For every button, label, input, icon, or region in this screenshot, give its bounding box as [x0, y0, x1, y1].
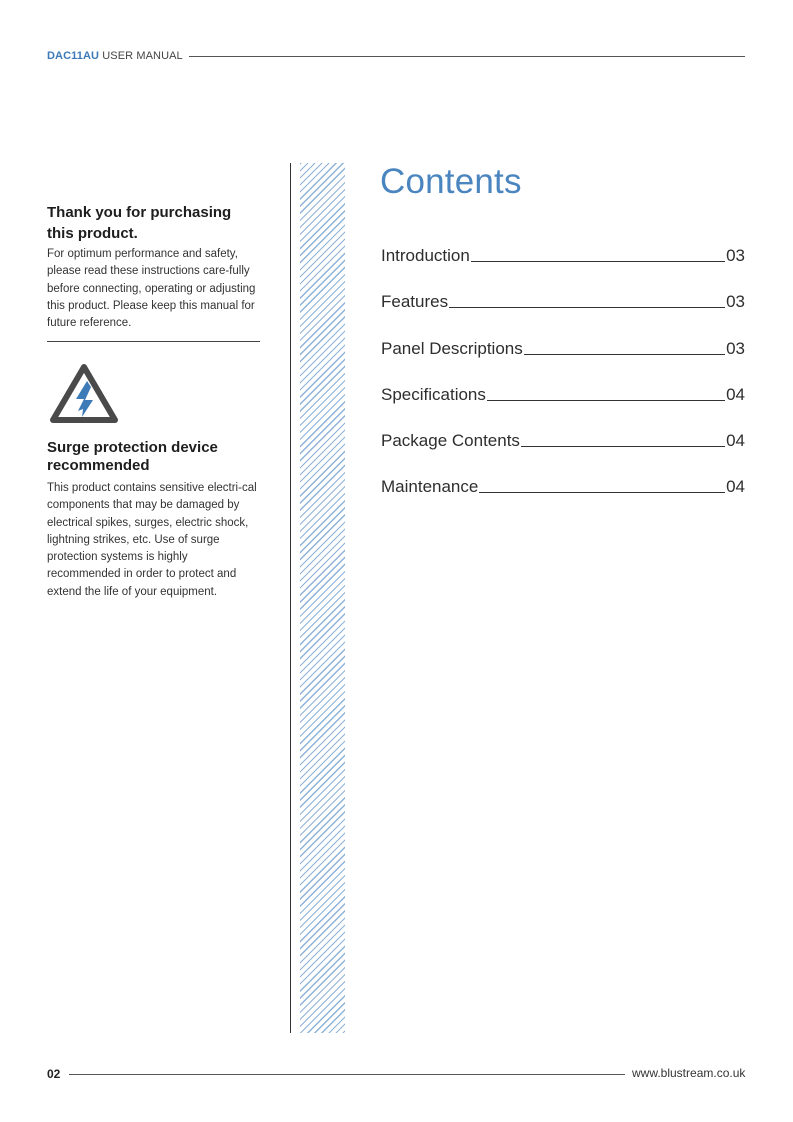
thanks-title: Thank you for purchasing this product. — [47, 204, 232, 242]
toc-page: 04 — [726, 385, 745, 404]
contents-title: Contents — [380, 162, 522, 201]
toc-label: Panel Descriptions — [381, 339, 523, 358]
toc-leader — [449, 307, 725, 308]
footer-rule — [69, 1074, 625, 1075]
toc-item-features[interactable] — [381, 290, 745, 312]
high-voltage-warning-icon — [49, 363, 119, 425]
toc-leader — [479, 492, 725, 493]
surge-body: This product contains sensitive electri-cal components that may be damaged by electrical spikes, surges, electric shock, lightning strikes, etc. Use of surge protection systems is highly recommended in order to protect and extend the life of your equipment. — [47, 482, 257, 598]
toc-item-package-contents[interactable] — [381, 429, 745, 451]
toc-label: Package Contents — [381, 431, 520, 450]
toc-leader — [471, 261, 725, 262]
toc-item-specifications[interactable] — [381, 383, 745, 405]
toc-page: 04 — [726, 431, 745, 450]
footer-page-number: 02 — [47, 1067, 61, 1081]
toc-label: Maintenance — [381, 477, 479, 496]
toc-leader — [487, 400, 725, 401]
header-model: DAC11AU — [47, 50, 100, 62]
toc-item-introduction[interactable] — [381, 244, 745, 266]
toc-item-panel-descriptions[interactable] — [381, 337, 745, 359]
toc-page: 03 — [726, 339, 745, 358]
toc-label: Features — [381, 292, 449, 311]
toc-label: Introduction — [381, 246, 470, 265]
toc-page: 03 — [726, 292, 745, 311]
toc-page: 03 — [726, 246, 745, 265]
surge-title: Surge protection device recommended — [47, 439, 218, 474]
sidebar-divider — [47, 341, 260, 342]
toc-page: 04 — [726, 477, 745, 496]
toc-label: Specifications — [381, 385, 486, 404]
footer-url[interactable]: www.blustream.co.uk — [632, 1066, 746, 1080]
toc-leader — [524, 354, 725, 355]
column-divider — [290, 163, 291, 1033]
toc-item-maintenance[interactable] — [381, 475, 745, 497]
hatch-band — [300, 163, 345, 1033]
header-title: USER MANUAL — [102, 50, 183, 62]
thanks-body: For optimum performance and safety, please read these instructions care-fully before connecting, operating or adjusting this product. Please keep this manual for future reference. — [47, 248, 256, 330]
header-label — [47, 50, 183, 62]
header-rule — [189, 56, 745, 57]
toc-leader — [521, 446, 725, 447]
